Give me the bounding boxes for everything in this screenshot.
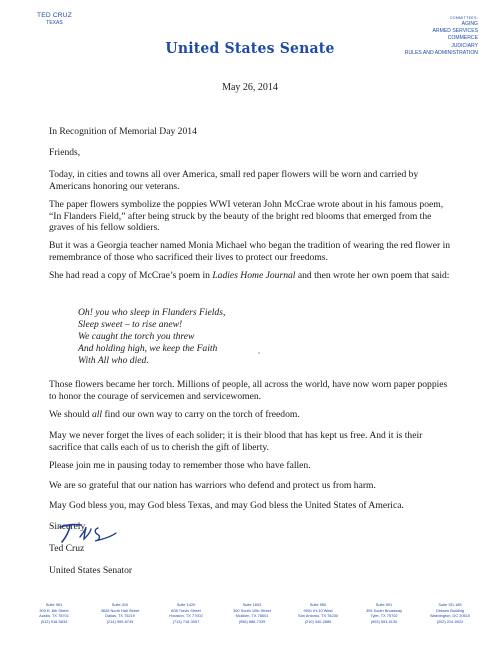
closing: Sincerely, — [49, 521, 88, 532]
paragraph-10: May God bless you, may God bless Texas, and may God bless the United States of America. — [49, 500, 404, 511]
paragraph-7: May we never forget the lives of each solider; it is their blood that has kept us free. And it is their sacrifice that calls each of us to cherish the gift of liberty. — [49, 430, 423, 453]
office-san-antonio: Suite 950 9901 IH-10 West San Antonio, TX 78230 (210) 340-2885 — [298, 602, 338, 624]
paragraph-4: She had read a copy of McCrae’s poem in Ladies Home Journal and then wrote her own poem that said: — [49, 270, 450, 281]
paragraph-1: Today, in cities and towns all over America, small red paper flowers will be worn and carried by Americans honoring our veterans. — [49, 169, 419, 192]
office-footer — [24, 602, 480, 624]
senator-name: TED CRUZ — [37, 12, 72, 19]
poem-line: And holding high, we keep the Faith — [78, 343, 218, 354]
senator-header — [37, 12, 72, 27]
committee-item: COMMERCE — [447, 35, 478, 42]
paragraph-6: We should all find our own way to carry on the torch of freedom. — [49, 409, 300, 420]
poem-block — [78, 307, 225, 367]
office-washington: Suite SD-185 Dirksen Building Washington, DC 20510 (202) 224-5922 — [429, 602, 471, 624]
paper-speck — [258, 352, 260, 354]
letter-salutation: Friends, — [49, 147, 81, 158]
signer-name: Ted Cruz — [49, 543, 85, 554]
poem-line: With All who died. — [78, 355, 149, 366]
committee-item: AGING — [461, 21, 478, 27]
office-dallas: Suite 410 3626 North Hall Street Dallas, TX 75219 (214) 599-8749 — [100, 602, 140, 624]
office-mcallen: Suite 1603 300 South 10th Street McAllen, TX 78501 (956) 686-7339 — [233, 602, 271, 624]
senator-state: TEXAS — [46, 20, 63, 26]
office-houston: Suite 1420 808 Travis Street Houston, TX 77002 (713) 718-3057 — [169, 602, 203, 624]
signer-title: United States Senator — [49, 565, 133, 576]
committee-item: ARMED SERVICES — [432, 28, 478, 35]
poem-line: We caught the torch you threw — [78, 331, 195, 342]
office-tyler: Suite 501 305 South Broadway Tyler, TX 75702 (903) 593-5130 — [365, 602, 403, 624]
paragraph-3: But it was a Georgia teacher named Monia Michael who began the tradition of wearing the red flower in remembrance of those who sacrificed their lives to protect our freedoms. — [49, 240, 451, 263]
letter-date: May 26, 2014 — [222, 82, 278, 93]
poem-line: Sleep sweet – to rise anew! — [78, 319, 183, 330]
committee-item: RULES AND ADMINISTRATION — [404, 49, 478, 56]
letterhead-title: United States Senate — [165, 40, 335, 58]
committee-item: JUDICIARY — [451, 42, 478, 49]
magazine-title: Ladies Home Journal — [212, 270, 296, 281]
letter-subject: In Recognition of Memorial Day 2014 — [49, 126, 197, 137]
committees-label: COMMITTEES: — [449, 16, 478, 20]
office-austin: Suite 961 300 E. 8th Street Austin, TX 78701 (512) 916-5834 — [39, 602, 69, 624]
paragraph-2: The paper flowers symbolize the poppies WWI veteran John McCrae wrote about in his famous poem, “In Flanders Field,” after being struck by the beauty of the bright red blooms that emerged from the graves of his fellow soldiers. — [49, 199, 444, 234]
paragraph-5: Those flowers became her torch. Millions of people, all across the world, have now worn paper poppies to honor the courage of servicemen and servicewomen. — [49, 379, 448, 402]
poem-line: Oh! you who sleep in Flanders Fields, — [78, 307, 226, 318]
paragraph-8: Please join me in pausing today to remember those who have fallen. — [49, 460, 311, 471]
paragraph-9: We are so grateful that our nation has warriors who defend and protect us from harm. — [49, 480, 376, 491]
